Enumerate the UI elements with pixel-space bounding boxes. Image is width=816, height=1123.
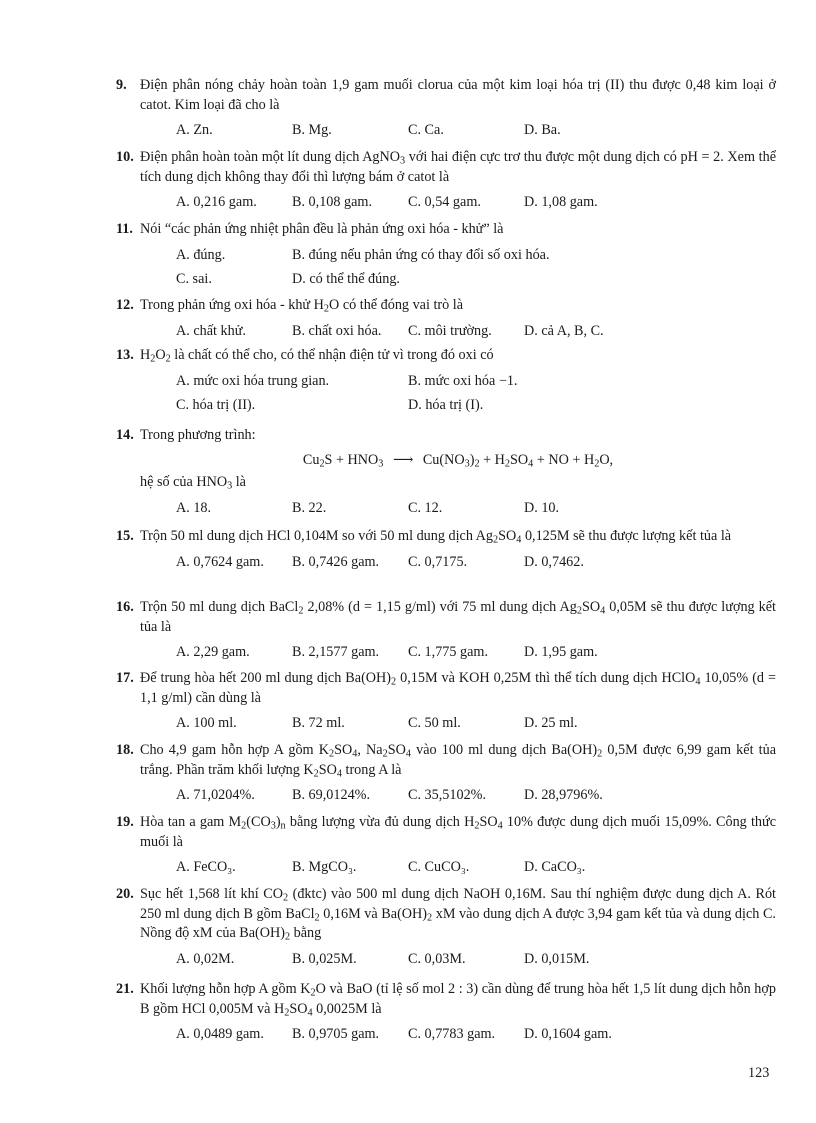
stem-text: O và BaO (tỉ lệ số mol 2 : 3) cần dùng để trung hòa hết 1,5 lít dung dịch hỗn hợp B gồm HCl 0,005M và H: [140, 981, 776, 1017]
stem-text: , Na: [357, 742, 383, 758]
question-number: 17 .: [116, 669, 134, 689]
subscript: 2: [329, 748, 335, 760]
stem-text: Khối lượng hỗn hợp A gồm K: [140, 981, 311, 997]
options-row: [116, 858, 776, 878]
stem-text: bằng: [290, 925, 322, 942]
option-c: C. 1,775 gam.: [408, 644, 488, 661]
subscript: 2: [298, 605, 304, 617]
question-16: [116, 598, 776, 663]
option-c: C. hóa trị (II).: [176, 396, 256, 413]
subscript: 2: [382, 748, 388, 760]
stem-text: bằng lượng vừa đủ dung dịch H: [285, 814, 475, 830]
subscript: 4: [497, 820, 503, 832]
question-number: 10 .: [116, 148, 134, 168]
question-stem: [116, 346, 776, 366]
option-d: D. cả A, B, C.: [524, 322, 604, 339]
question-stem: [116, 980, 776, 1019]
question-stem: [116, 885, 776, 944]
stem-text: hệ số của HNO: [140, 474, 228, 491]
question-12: [116, 296, 776, 342]
options-row: [116, 643, 776, 663]
subscript: 4: [695, 676, 701, 688]
subscript: 2: [285, 931, 291, 943]
chemical-equation: [116, 451, 776, 471]
stem-text: 10% được dung dịch muối 15,09%. Công thức muối là: [140, 814, 777, 850]
option-a: A. 0,7624 gam.: [176, 553, 264, 570]
option-d: D. Ba.: [524, 122, 561, 139]
stem-text: (CO: [246, 814, 271, 830]
equation-text: O,: [599, 451, 614, 468]
equation-text: S + HNO: [324, 451, 379, 468]
question-20: [116, 885, 776, 970]
stem-text: Điện phân hoàn toàn một lít dung dịch AgNO: [140, 149, 401, 165]
option-b: B. 0,7426 gam.: [292, 553, 380, 570]
question-17: [116, 669, 776, 734]
question-stem: [116, 527, 776, 547]
stem-text: Cho 4,9 gam hỗn hợp A gồm K: [140, 742, 329, 758]
subscript: n: [280, 820, 286, 832]
stem-text: vào 100 ml dung dịch Ba(OH): [410, 742, 598, 758]
option-c: C. 35,5102%.: [408, 787, 487, 804]
stem-text: H: [140, 347, 151, 363]
question-number: 12 .: [116, 296, 134, 316]
stem-text: 10,05% (d = 1,1 g/ml) cần dùng là: [140, 670, 777, 706]
question-10: [116, 148, 776, 213]
options-row: [116, 270, 776, 290]
option-c: C. 50 ml.: [408, 715, 461, 732]
stem-text: SO: [498, 528, 517, 544]
question-19: [116, 813, 776, 878]
options-row: [116, 246, 776, 266]
question-number: 14 .: [116, 426, 134, 446]
stem-text: Để trung hòa hết 200 ml dung dịch Ba(OH): [140, 670, 392, 686]
question-number: 9 .: [116, 76, 127, 96]
options-row: [116, 193, 776, 213]
options-row: [116, 121, 776, 141]
stem-text: Trong phản ứng oxi hóa - khử H: [140, 297, 324, 313]
question-number: 13 .: [116, 346, 134, 366]
option-d: D. 25 ml.: [524, 715, 578, 732]
option-b: B. 2,1577 gam.: [292, 644, 380, 661]
option-a: A. 71,0204%.: [176, 787, 255, 804]
option-b: B. 0,108 gam.: [292, 194, 372, 211]
subscript: 3: [378, 458, 384, 470]
subscript: 3: [400, 155, 406, 167]
option-d: D. 0,015M.: [524, 950, 590, 967]
option-c: C. 12.: [408, 499, 443, 516]
subscript: 2: [284, 1007, 290, 1019]
subscript: 2: [313, 768, 319, 780]
question-21: [116, 980, 776, 1045]
stem-text: 0,05M sẽ thu được lượng kết tủa là: [140, 599, 776, 635]
option-b: B. Mg.: [292, 122, 332, 139]
option-c: C. 0,03M.: [408, 950, 466, 967]
subscript: 3: [227, 480, 233, 492]
option-a: A. chất khử.: [176, 322, 246, 339]
option-d: D. hóa trị (I).: [408, 396, 484, 413]
option-d: D. 10.: [524, 499, 560, 516]
option-c: C. 0,7783 gam.: [408, 1026, 496, 1043]
stem-text: SO: [289, 1000, 308, 1017]
equation-text: SO: [510, 451, 529, 468]
stem-text: Trộn 50 ml dung dịch HCl 0,104M so với 50 ml dung dịch Ag: [140, 528, 494, 544]
option-d: D. có thể thể đúng.: [292, 270, 400, 287]
question-18: [116, 741, 776, 806]
reaction-arrow-icon: ⟶: [392, 451, 414, 468]
question-stem: [116, 426, 776, 446]
option-c: C. 0,54 gam.: [408, 194, 481, 211]
option-a: A. 0,02M.: [176, 950, 235, 967]
options-row: [116, 786, 776, 806]
option-a: A. 100 ml.: [176, 715, 237, 732]
stem-text: SO: [318, 761, 337, 778]
stem-text: ): [275, 814, 281, 830]
subscript: 4: [307, 1007, 313, 1019]
stem-text: SO: [387, 742, 406, 758]
option-b: B. 0,025M.: [292, 950, 357, 967]
option-c: C. Ca.: [408, 122, 444, 139]
subscript: 2: [323, 303, 330, 315]
option-d: D. 0,7462.: [524, 553, 584, 570]
question-stem: [116, 220, 776, 240]
question-stem: [116, 669, 776, 708]
question-13: [116, 346, 776, 416]
question-number: 18 .: [116, 741, 134, 761]
stem-text: SO: [581, 599, 601, 615]
subscript: 2: [319, 458, 325, 470]
options-row: [116, 322, 776, 342]
question-number: 16 .: [116, 598, 134, 618]
subscript: 4: [405, 748, 411, 760]
subscript: 3: [270, 820, 276, 832]
subscript: 4: [600, 605, 606, 617]
question-11: [116, 220, 776, 290]
question-number: 19 .: [116, 813, 134, 833]
option-c: C. CuCO₃.: [408, 859, 470, 876]
subscript: 2: [474, 820, 480, 832]
subscript: 2: [474, 458, 480, 470]
question-stem: [116, 148, 776, 187]
equation-text: Cu(NO: [422, 451, 465, 468]
option-b: B. 72 ml.: [292, 715, 345, 732]
option-c: C. 0,7175.: [408, 553, 468, 570]
options-row: [116, 396, 776, 416]
stem-text: 0,5M được 6,99 gam kết tủa trắng. Phần trăm khối lượng K: [140, 742, 776, 778]
subscript: 2: [504, 458, 511, 470]
option-c: C. sai.: [176, 270, 212, 287]
stem-text: là chất có thể cho, có thể nhận điện tử vì trong đó oxi có: [170, 347, 494, 363]
question-15: [116, 527, 776, 573]
option-d: D. 0,1604 gam.: [524, 1026, 612, 1043]
stem-text: Sục hết 1,568 lít khí CO: [140, 886, 283, 902]
subscript: 4: [352, 748, 358, 760]
option-b: B. chất oxi hóa.: [292, 322, 382, 339]
equation-text: ): [469, 451, 475, 468]
stem-text: Điện phân nóng chảy hoàn toàn 1,9 gam muối clorua của một kim loại hóa trị (II) thu được 0,48 kim loại ở catot. Kim loại đã cho là: [140, 77, 776, 113]
subscript: 2: [427, 912, 433, 924]
stem-text: trong A là: [341, 761, 402, 778]
subscript: 4: [516, 534, 522, 546]
option-a: A. 0,216 gam.: [176, 194, 257, 211]
stem-text: SO: [334, 742, 353, 758]
question-number: 20 .: [116, 885, 134, 905]
stem-text: O có thể đóng vai trò là: [329, 297, 463, 313]
stem-text: là: [232, 474, 246, 491]
stem-text: Trong phương trình:: [140, 427, 256, 443]
option-a: A. FeCO₃.: [176, 859, 236, 876]
option-b: B. 69,0124%.: [292, 787, 371, 804]
page-number: 123: [748, 1065, 770, 1081]
stem-text: 0,15M và KOH 0,25M thì thể tích dung dịch HClO: [396, 670, 696, 686]
option-b: B. 0,9705 gam.: [292, 1026, 380, 1043]
stem-text: SO: [479, 814, 498, 830]
subscript: 4: [336, 768, 342, 780]
stem-text: 0,0025M là: [312, 1000, 382, 1017]
equation-text: Cu: [302, 451, 320, 468]
question-number: 15 .: [116, 527, 134, 547]
option-b: B. đúng nếu phản ứng có thay đổi số oxi hóa.: [292, 246, 550, 263]
option-a: A. đúng.: [176, 246, 226, 263]
subscript: 2: [391, 676, 397, 688]
subscript: 2: [310, 987, 316, 999]
options-row: [116, 553, 776, 573]
question-9: [116, 76, 776, 141]
question-stem-continued: [116, 473, 776, 493]
option-a: A. mức oxi hóa trung gian.: [176, 372, 330, 389]
subscript: 2: [597, 748, 603, 760]
option-d: D. 1,08 gam.: [524, 194, 598, 211]
options-row: [116, 1025, 776, 1045]
options-row: [116, 372, 776, 392]
options-row: [116, 950, 776, 970]
option-d: D. CaCO₃.: [524, 859, 586, 876]
stem-text: (đktc) vào 500 ml dung dịch NaOH 0,16M. Sau thí nghiệm được dung dịch A. Rót 250 ml dung dịch B gồm BaCl: [140, 886, 776, 922]
options-row: [116, 714, 776, 734]
subscript: 2: [493, 534, 499, 546]
subscript: 2: [165, 353, 171, 365]
options-row: [116, 499, 776, 519]
option-d: D. 28,9796%.: [524, 787, 603, 804]
option-a: A. 2,29 gam.: [176, 644, 250, 661]
question-number: 21 .: [116, 980, 134, 1000]
option-d: D. 1,95 gam.: [524, 644, 598, 661]
question-stem: [116, 741, 776, 780]
subscript: 2: [282, 892, 289, 904]
question-stem: [116, 813, 776, 852]
subscript: 2: [314, 912, 320, 924]
question-number: 11 .: [116, 220, 133, 240]
subscript: 4: [528, 458, 534, 470]
option-b: B. mức oxi hóa −1.: [408, 372, 518, 389]
subscript: 2: [576, 605, 582, 617]
option-a: A. Zn.: [176, 122, 213, 139]
subscript: 2: [150, 353, 156, 365]
subscript: 3: [464, 458, 470, 470]
option-b: B. MgCO₃.: [292, 859, 357, 876]
option-c: C. môi trường.: [408, 322, 492, 339]
question-stem: [116, 598, 776, 637]
stem-text: Hòa tan a gam M: [140, 814, 242, 830]
option-a: A. 18.: [176, 499, 212, 516]
option-a: A. 0,0489 gam.: [176, 1026, 264, 1043]
option-b: B. 22.: [292, 499, 327, 516]
stem-text: 0,16M và Ba(OH): [319, 905, 428, 922]
stem-text: Trộn 50 ml dung dịch BaCl: [140, 599, 299, 615]
stem-text: 0,125M sẽ thu được lượng kết tủa là: [521, 528, 732, 544]
question-stem: [116, 76, 776, 115]
stem-text: xM vào dung dịch A được 3,94 gam kết tủa và dung dịch C. Nồng độ xM của Ba(OH): [140, 905, 776, 942]
subscript: 2: [594, 458, 600, 470]
equation-text: + H: [479, 451, 505, 468]
stem-text: 2,08% (d = 1,15 g/ml) với 75 ml dung dịch Ag: [303, 599, 577, 615]
stem-text: Nói “các phản ứng nhiệt phân đều là phản ứng oxi hóa - khử” là: [140, 221, 504, 237]
stem-text: với hai điện cực trơ thu được một dung dịch có pH = 2. Xem thể tích dung dịch không thay đổi thì lượng bám ở catot là: [140, 149, 776, 185]
question-stem: [116, 296, 776, 316]
equation-text: + NO + H: [533, 451, 595, 468]
question-14: [116, 426, 776, 519]
stem-text: O: [155, 347, 166, 363]
subscript: 2: [241, 820, 247, 832]
